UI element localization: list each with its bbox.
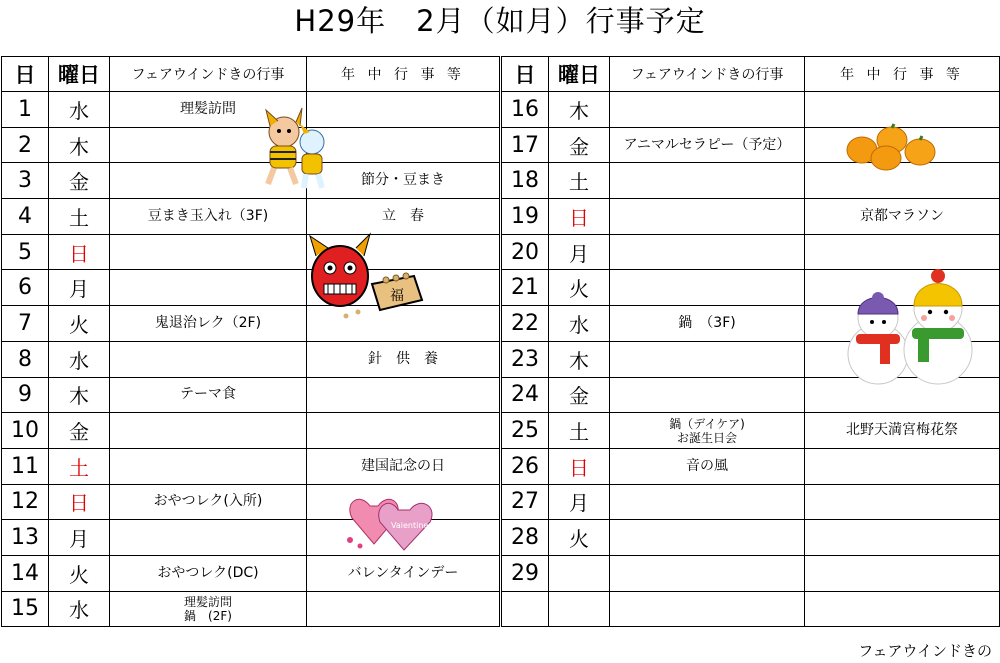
table-row [2, 377, 500, 413]
day-cell: 15 [2, 591, 49, 627]
day-cell: 5 [2, 234, 49, 270]
weekday-cell: 金 [49, 163, 110, 199]
weekday-cell: 火 [49, 555, 110, 591]
table-row [2, 234, 500, 270]
header-annual: 年 中 行 事 等 [307, 57, 500, 92]
weekday-cell: 日 [49, 234, 110, 270]
events-cell: 理髪訪問 [110, 92, 307, 128]
snowmen-icon [842, 262, 978, 388]
day-cell: 18 [502, 163, 549, 199]
events-cell [610, 591, 805, 627]
events-cell: 鍋 （3F) [610, 306, 805, 342]
table-row [502, 520, 1000, 556]
events-cell [610, 199, 805, 235]
annual-cell: 北野天満宮梅花祭 [805, 413, 1000, 449]
events-line-2: 鍋 (2F) [184, 608, 232, 623]
weekday-cell: 火 [549, 520, 610, 556]
table-row [502, 448, 1000, 484]
annual-cell [805, 484, 1000, 520]
day-cell: 27 [502, 484, 549, 520]
weekday-cell: 金 [549, 127, 610, 163]
weekday-cell: 月 [549, 234, 610, 270]
annual-cell: バレンタインデー [307, 555, 500, 591]
events-cell [610, 341, 805, 377]
day-cell: 23 [502, 341, 549, 377]
table-row [2, 591, 500, 627]
header-weekday: 曜日 [49, 57, 110, 92]
day-cell: 1 [2, 92, 49, 128]
day-cell: 22 [502, 306, 549, 342]
valentine-label: Valentine Day [391, 521, 447, 530]
events-cell [110, 520, 307, 556]
table-row [502, 555, 1000, 591]
weekday-cell: 月 [549, 484, 610, 520]
table-row [2, 448, 500, 484]
events-cell [610, 520, 805, 556]
events-cell [110, 413, 307, 449]
table-row [2, 413, 500, 449]
header-events: フェアウインドきの行事 [110, 57, 307, 92]
events-cell [110, 270, 307, 306]
day-cell: 26 [502, 448, 549, 484]
events-cell: おやつレク(DC) [110, 555, 307, 591]
events-cell [110, 234, 307, 270]
day-cell: 25 [502, 413, 549, 449]
events-cell [610, 234, 805, 270]
day-cell [502, 591, 549, 627]
annual-cell [307, 127, 500, 163]
header-row [2, 57, 500, 92]
day-cell: 20 [502, 234, 549, 270]
events-cell [610, 555, 805, 591]
annual-cell: 建国記念の日 [307, 448, 500, 484]
day-cell: 21 [502, 270, 549, 306]
weekday-cell: 月 [49, 520, 110, 556]
day-cell: 28 [502, 520, 549, 556]
header-weekday: 曜日 [549, 57, 610, 92]
table-row [2, 306, 500, 342]
events-cell: 音の風 [610, 448, 805, 484]
weekday-cell: 金 [49, 413, 110, 449]
day-cell: 3 [2, 163, 49, 199]
weekday-cell: 水 [49, 591, 110, 627]
weekday-cell: 土 [49, 448, 110, 484]
events-cell [610, 413, 805, 449]
day-cell: 29 [502, 555, 549, 591]
events-cell [110, 591, 307, 627]
header-annual: 年 中 行 事 等 [805, 57, 1000, 92]
header-day: 日 [502, 57, 549, 92]
oni-mask-mame-box-icon [306, 232, 424, 322]
annual-cell [805, 591, 1000, 627]
weekday-cell: 木 [549, 341, 610, 377]
weekday-cell [549, 555, 610, 591]
table-row [2, 555, 500, 591]
events-cell: 豆まき玉入れ（3F) [110, 199, 307, 235]
svg-text:福: 福 [390, 288, 404, 304]
day-cell: 13 [2, 520, 49, 556]
day-cell: 8 [2, 341, 49, 377]
events-cell [110, 341, 307, 377]
events-cell [610, 270, 805, 306]
valentine-gift-box-icon [344, 488, 447, 552]
events-cell [610, 163, 805, 199]
day-cell: 7 [2, 306, 49, 342]
weekday-cell: 土 [549, 163, 610, 199]
day-cell: 16 [502, 92, 549, 128]
events-cell [610, 484, 805, 520]
table-row [502, 413, 1000, 449]
day-cell: 24 [502, 377, 549, 413]
annual-cell: 針 供 養 [307, 341, 500, 377]
annual-cell [805, 520, 1000, 556]
events-cell [110, 448, 307, 484]
weekday-cell: 土 [549, 413, 610, 449]
oni-children-icon [262, 104, 332, 190]
annual-cell [805, 448, 1000, 484]
day-cell: 11 [2, 448, 49, 484]
table-row [502, 591, 1000, 627]
annual-cell: 節分・豆まき [307, 163, 500, 199]
table-row [2, 270, 500, 306]
events-cell: テーマ食 [110, 377, 307, 413]
events-line-1: 理髪訪問 [183, 594, 232, 609]
events-line-2: お誕生日会 [676, 430, 737, 445]
table-row [502, 484, 1000, 520]
annual-cell [805, 555, 1000, 591]
weekday-cell: 月 [49, 270, 110, 306]
day-cell: 19 [502, 199, 549, 235]
day-cell: 4 [2, 199, 49, 235]
events-cell: アニマルセラピー（予定） [610, 127, 805, 163]
annual-cell [307, 413, 500, 449]
weekday-cell: 火 [549, 270, 610, 306]
weekday-cell: 日 [549, 199, 610, 235]
header-events: フェアウインドきの行事 [610, 57, 805, 92]
events-cell: 鬼退治レク（2F) [110, 306, 307, 342]
weekday-cell: 金 [549, 377, 610, 413]
day-cell: 10 [2, 413, 49, 449]
annual-cell [307, 92, 500, 128]
table-row [2, 163, 500, 199]
weekday-cell: 日 [49, 484, 110, 520]
events-cell [610, 92, 805, 128]
day-cell: 9 [2, 377, 49, 413]
weekday-cell: 火 [49, 306, 110, 342]
day-cell: 17 [502, 127, 549, 163]
weekday-cell: 土 [49, 199, 110, 235]
footer-facility-name: フェアウインドきの [858, 642, 992, 660]
weekday-cell: 日 [549, 448, 610, 484]
events-cell: おやつレク(入所) [110, 484, 307, 520]
events-cell [610, 377, 805, 413]
day-cell: 12 [2, 484, 49, 520]
header-row [502, 57, 1000, 92]
table-row [2, 199, 500, 235]
annual-cell [307, 377, 500, 413]
weekday-cell: 水 [49, 92, 110, 128]
weekday-cell: 木 [549, 92, 610, 128]
weekday-cell: 水 [49, 341, 110, 377]
day-cell: 14 [2, 555, 49, 591]
weekday-cell [549, 591, 610, 627]
weekday-cell: 水 [549, 306, 610, 342]
annual-cell: 京都マラソン [805, 199, 1000, 235]
day-cell: 2 [2, 127, 49, 163]
weekday-cell: 木 [49, 127, 110, 163]
mikan-oranges-icon [844, 122, 940, 170]
annual-cell [307, 591, 500, 627]
page-title: H29年 2月（如月）行事予定 [294, 4, 706, 38]
table-row [2, 127, 500, 163]
annual-cell: 立 春 [307, 199, 500, 235]
events-line-1: 鍋（デイケア) [669, 416, 745, 431]
table-row [502, 199, 1000, 235]
table-row [2, 341, 500, 377]
table-row [2, 92, 500, 128]
day-cell: 6 [2, 270, 49, 306]
weekday-cell: 木 [49, 377, 110, 413]
header-day: 日 [2, 57, 49, 92]
